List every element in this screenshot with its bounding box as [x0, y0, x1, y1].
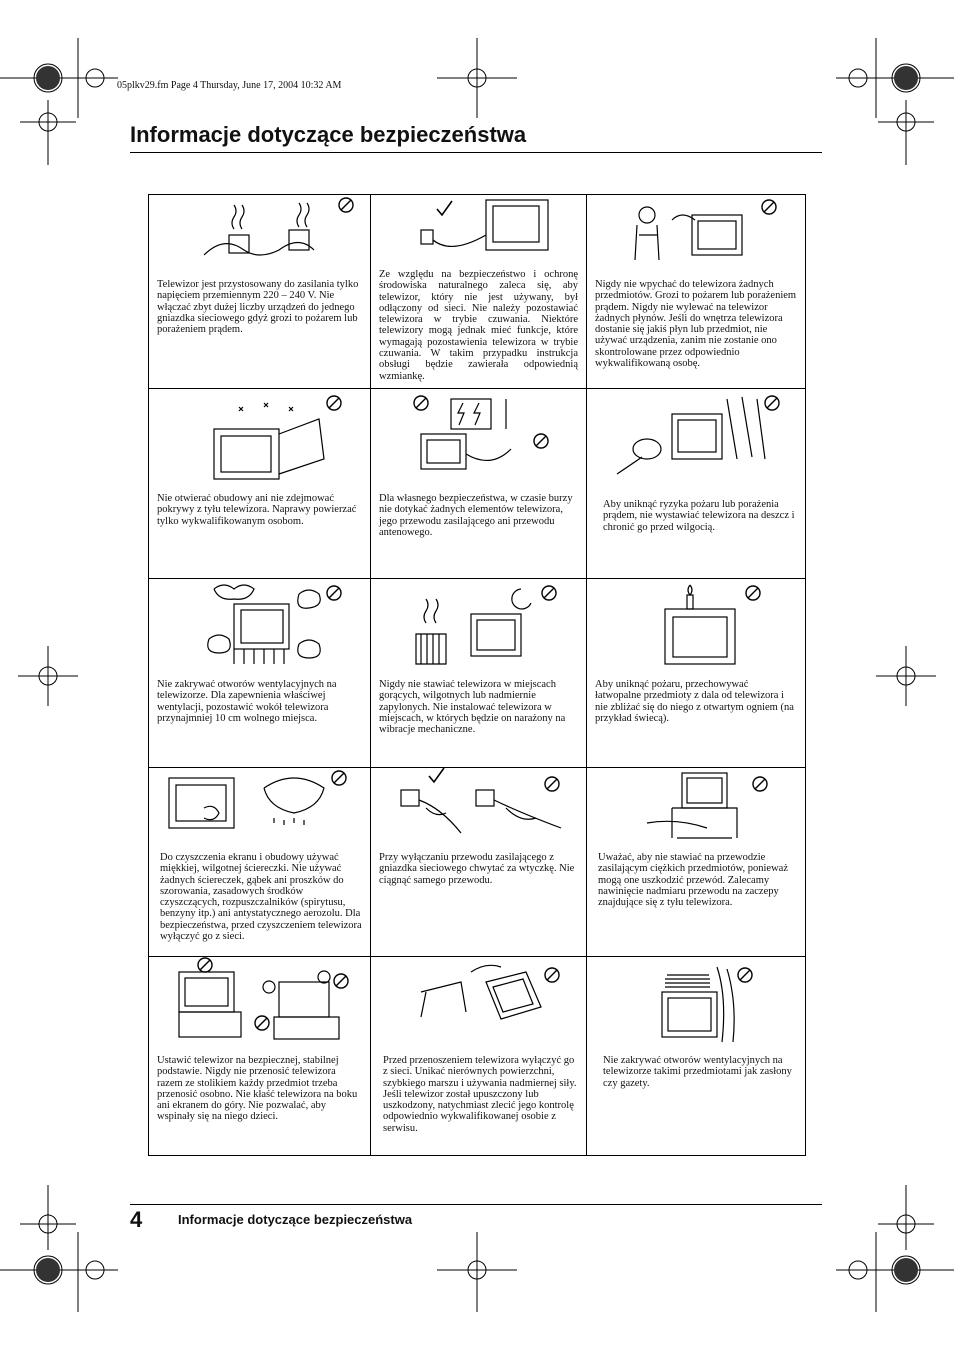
tv-stand-children-illustration [149, 957, 369, 1047]
prohibited-icon [762, 200, 776, 214]
safety-cell-storm [371, 389, 587, 579]
page-title: Informacje dotyczące bezpieczeństwa [130, 122, 527, 147]
safety-cell-standby [371, 195, 587, 389]
prohibited-icon [334, 974, 348, 988]
tv-rain-illustration [587, 389, 803, 479]
safety-cell-cabinet [149, 389, 371, 579]
prohibited-icon [198, 958, 212, 972]
safety-cell-hot-humid [371, 579, 587, 768]
safety-cell-curtains [587, 957, 805, 1155]
prohibited-icon [765, 396, 779, 410]
safety-cell-moving [371, 957, 587, 1155]
tv-cleaning-illustration [149, 768, 369, 848]
plug-removal-illustration [371, 768, 585, 848]
safety-text: Aby uniknąć ryzyka pożaru lub porażenia prądem, nie wystawiać telewizora na deszcz i chronić go przed wilgocią. [603, 499, 795, 533]
prohibited-icon [327, 586, 341, 600]
safety-text: Nie zakrywać otworów wentylacyjnych na telewizorze takimi przedmiotami jak zasłony czy gazety. [603, 1055, 792, 1089]
prohibited-icon [542, 586, 556, 600]
power-plugs-illustration [149, 195, 369, 275]
safety-cell-rain [587, 389, 805, 579]
tv-cord-illustration [587, 768, 803, 848]
tv-candle-illustration [587, 579, 803, 674]
safety-text: Do czyszczenia ekranu i obudowy używać miękkiej, wilgotnej ściereczki. Nie używać żadnych ściereczek, gąbek ani proszków do szorowania, zasadowych środków czyszczących, rozpuszczalników (spirytusu, benzyny itp.) ani antystatycznego aerozolu. Dla bezpieczeństwa, przed czyszczeniem telewizora wyłączyć go z sieci. [160, 852, 362, 943]
safety-cell-stand [149, 957, 371, 1155]
tv-liquid-illustration [587, 195, 803, 275]
safety-cell-plug [371, 768, 587, 957]
footer-title: Informacje dotyczące bezpieczeństwa [178, 1212, 413, 1227]
safety-cell-objects [587, 195, 805, 389]
safety-text: Nigdy nie stawiać telewizora w miejscach gorących, wilgotnych lub nadmiernie zapylonych. Nie instalować telewizora w miejscach, w których będzie on narażony na wibracje mechaniczne. [379, 679, 566, 736]
prohibited-icon [746, 586, 760, 600]
safety-grid [148, 194, 806, 1156]
title-rule [130, 152, 822, 153]
safety-cell-ventilation [149, 579, 371, 768]
safety-text: Ze względu na bezpieczeństwo i ochronę środowiska naturalnego zaleca się, aby telewizor, który nie jest używany, był odłączony od sieci. Nie należy pozostawiać telewizora w trybie czuwania. Niektóre telewizory mogą jednak mieć funkcje, które wymagają pozostawienia telewizora w trybie czuwania. W takim przypadku instrukcja obsługi będzie zawierała odpowiednią wzmiankę. [379, 269, 578, 382]
safety-text: Przy wyłączaniu przewodu zasilającego z gniazdka sieciowego chwytać za wtyczkę. Nie ciągnąć samego przewodu. [379, 852, 575, 886]
safety-text: Przed przenoszeniem telewizora wyłączyć go z sieci. Unikać nierównych powierzchni, szybkiego marszu i używania nadmiernej siły. Jeśli telewizor został upuszczony lub uszkodzony, natychmiast zlecić jego kontrolę odpowiednio wykwalifikowanej osobie z serwisu. [383, 1055, 577, 1134]
safety-text: Aby uniknąć pożaru, przechowywać łatwopalne przedmioty z dala od telewizora i nie zbliżać się do niego z otwartym ogniem (na przykład świecą). [595, 679, 794, 724]
safety-cell-voltage [149, 195, 371, 389]
safety-text: Nigdy nie wpychać do telewizora żadnych przedmiotów. Grozi to pożarem lub porażeniem prądem. Nigdy nie wylewać na telewizor żadnych płynów. Jeśli do wnętrza telewizora dostanie się jakiś płyn lub przedmiot, nie używać urządzenia, zanim nie zostanie ono skontrolowane przez odpowiednio wykwalifikowaną osobę. [595, 279, 797, 370]
prohibited-icon [545, 777, 559, 791]
safety-cell-candle [587, 579, 805, 768]
prohibited-icon [339, 198, 353, 212]
prohibited-icon [738, 968, 752, 982]
safety-text: Uważać, aby nie stawiać na przewodzie zasilającym ciężkich przedmiotów, ponieważ mogą one uszkodzić przewód. Zalecamy nawinięcie nadmiaru przewodu na zaczepy znajdujące się z tyłu telewizora. [598, 852, 788, 909]
checkmark-icon [437, 201, 452, 215]
prohibited-icon [545, 968, 559, 982]
tv-back-open-illustration [149, 389, 369, 489]
tv-falling-illustration [371, 957, 585, 1037]
safety-text: Telewizor jest przystosowany do zasilania tylko napięciem przemiennym 220 – 240 V. Nie włączać zbyt dużej liczby urządzeń do jednego gniazdka sieciowego gdyż grozi to pożarem lub porażeniem prądem. [157, 279, 359, 336]
storm-illustration [371, 389, 585, 479]
prohibited-icon [255, 1016, 269, 1030]
prohibited-icon [332, 771, 346, 785]
file-info: 05plkv29.fm Page 4 Thursday, June 17, 2004 10:32 AM [117, 80, 342, 91]
prohibited-icon [414, 396, 428, 410]
footer-rule [130, 1204, 822, 1205]
safety-text: Nie otwierać obudowy ani nie zdejmować pokrywy z tyłu telewizora. Naprawy powierzać tylko wykwalifikowanym osobom. [157, 493, 357, 527]
tv-blocked-vents-illustration [149, 579, 369, 674]
prohibited-icon [753, 777, 767, 791]
safety-text: Dla własnego bezpieczeństwa, w czasie burzy nie dotykać żadnych elementów telewizora, jego przewodu zasilającego ani przewodu antenowego. [379, 493, 573, 538]
tv-unplug-illustration [371, 195, 585, 265]
prohibited-icon [534, 434, 548, 448]
safety-text: Nie zakrywać otworów wentylacyjnych na telewizorze. Dla zapewnienia właściwej wentylacji, pozostawić wokół telewizora przynajmniej 10 cm wolnego miejsca. [157, 679, 337, 724]
safety-cell-cleaning [149, 768, 371, 957]
checkmark-icon [429, 768, 444, 782]
prohibited-icon [327, 396, 341, 410]
safety-text: Ustawić telewizor na bezpiecznej, stabilnej podstawie. Nigdy nie przenosić telewizora razem ze stolikiem każdy przedmiot trzeba przenosić osobno. Nie kłaść telewizora na boku ani ekranem do góry. Nie pozwalać, aby wspinały się na niego dzieci. [157, 1055, 358, 1123]
tv-heater-sun-illustration [371, 579, 585, 674]
tv-curtains-illustration [587, 957, 803, 1047]
safety-cell-cord [587, 768, 805, 957]
page-number: 4 [130, 1207, 143, 1232]
